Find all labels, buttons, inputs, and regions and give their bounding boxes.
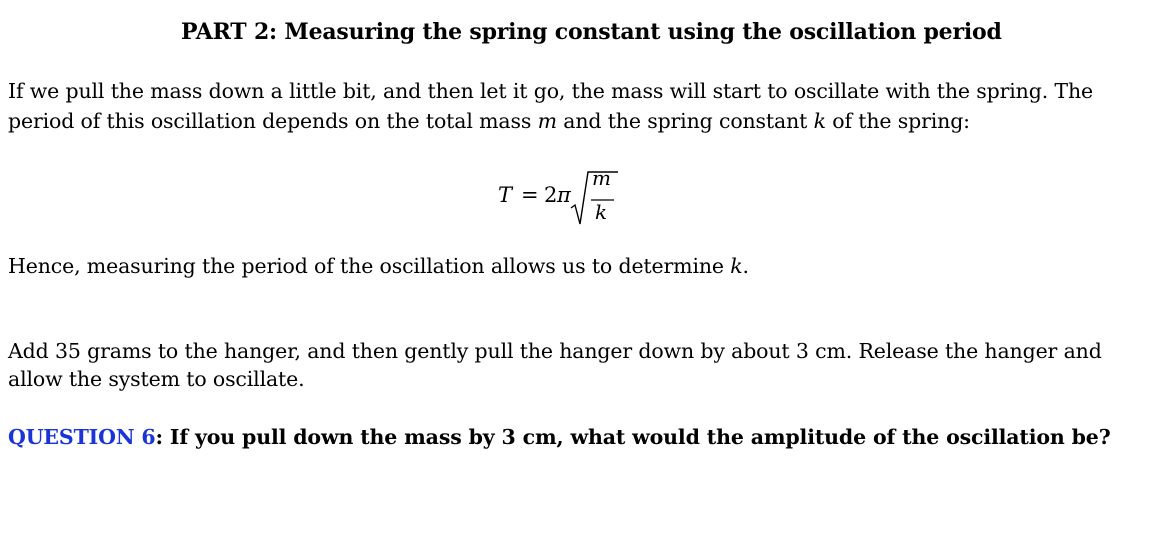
spring-constant-variable-2: k [730, 254, 743, 278]
instruction-line-2: allow the system to oscillate. [8, 367, 305, 391]
equation-coefficient: 2 [544, 183, 558, 207]
hence-text: Hence, measuring the period of the oscillation allows us to determine [8, 254, 731, 278]
intro-paragraph [8, 76, 1093, 136]
intro-text-b: and the spring constant [556, 109, 814, 133]
question-colon: : [155, 425, 163, 449]
equation-denominator: k [595, 200, 608, 224]
equation-period-symbol: T [498, 183, 513, 207]
equation-pi-symbol: π [557, 183, 571, 207]
instruction-paragraph [8, 337, 1102, 393]
period-equation [498, 166, 628, 228]
intro-line-1: If we pull the mass down a little bit, and then let it go, the mass will start to oscillate with the spring. The [8, 79, 1093, 103]
question-label: QUESTION 6 [8, 425, 156, 449]
question-6 [8, 422, 1111, 452]
intro-text-c: of the spring: [825, 109, 970, 133]
mass-variable: m [537, 109, 557, 133]
intro-line-2 [8, 106, 1093, 136]
hence-period: . [742, 254, 749, 278]
intro-text-a: period of this oscillation depends on the total mass [8, 109, 538, 133]
instruction-line-1: Add 35 grams to the hanger, and then gently pull the hanger down by about 3 cm. Release the hanger and [8, 339, 1102, 363]
equation-numerator: m [592, 166, 611, 190]
equation-equals-sign: = [521, 183, 539, 207]
hence-paragraph [8, 251, 749, 281]
question-text: If you pull down the mass by 3 cm, what would the amplitude of the oscillation be? [162, 425, 1111, 449]
spring-constant-variable: k [813, 109, 826, 133]
section-heading: PART 2: Measuring the spring constant using the oscillation period [181, 19, 1002, 45]
